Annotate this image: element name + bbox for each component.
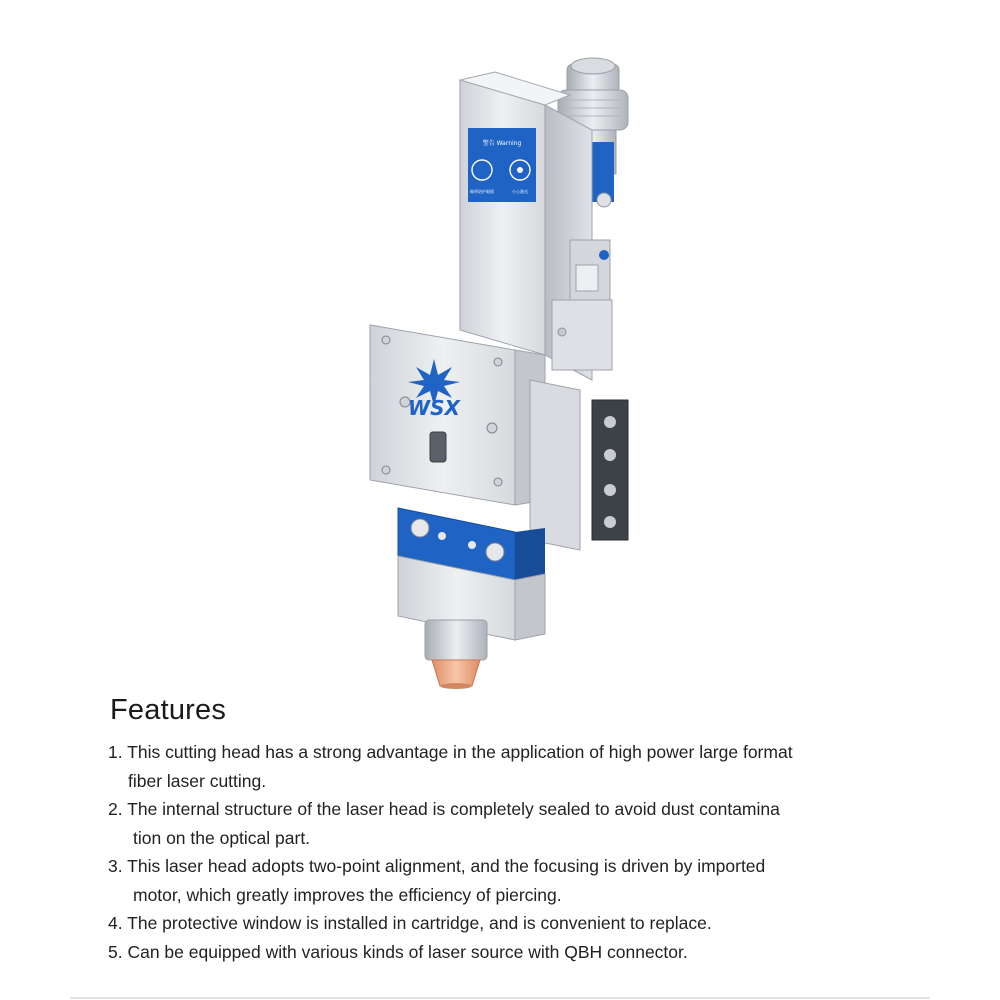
logo-text: WSX [408, 396, 460, 420]
mounting-bracket [530, 380, 628, 550]
feature-item-2-line-2: tion on the optical part. [133, 827, 311, 848]
features-list [108, 738, 928, 966]
bottom-divider [70, 997, 930, 999]
feature-item-2-line-1: 2. The internal structure of the laser head is completely sealed to avoid dust contamina [108, 799, 780, 819]
alignment-knob-right [486, 543, 504, 561]
warning-caption-left: 佩带防护眼镜 [470, 189, 494, 194]
feature-item-2 [108, 795, 928, 852]
feature-item-1 [108, 738, 928, 795]
feature-item-3 [108, 852, 928, 909]
middle-housing [370, 325, 545, 505]
alignment-knob-left [411, 519, 429, 537]
warning-caption-right: 小心激光 [512, 189, 528, 194]
viewing-window [430, 432, 446, 462]
warning-label-text: 警告 Warning [482, 140, 522, 147]
feature-item-4 [108, 909, 928, 938]
feature-item-5-line-1: 5. Can be equipped with various kinds of laser source with QBH connector. [108, 941, 688, 962]
feature-item-3-line-1: 3. This laser head adopts two-point alignment, and the focusing is driven by imported [108, 856, 766, 876]
feature-item-5 [108, 938, 928, 967]
features-heading: Features [110, 694, 227, 726]
feature-item-1-line-1: 1. This cutting head has a strong advantage in the application of high power large format [108, 742, 793, 762]
feature-item-3-line-2: motor, which greatly improves the efficiency of piercing. [133, 884, 562, 905]
feature-item-4-line-1: 4. The protective window is installed in cartridge, and is convenient to replace. [108, 913, 712, 933]
product-image-laser-cutting-head [330, 50, 660, 710]
nozzle [425, 620, 487, 689]
feature-item-1-line-2: fiber laser cutting. [128, 770, 267, 791]
laser-cutting-head-illustration [330, 50, 660, 710]
